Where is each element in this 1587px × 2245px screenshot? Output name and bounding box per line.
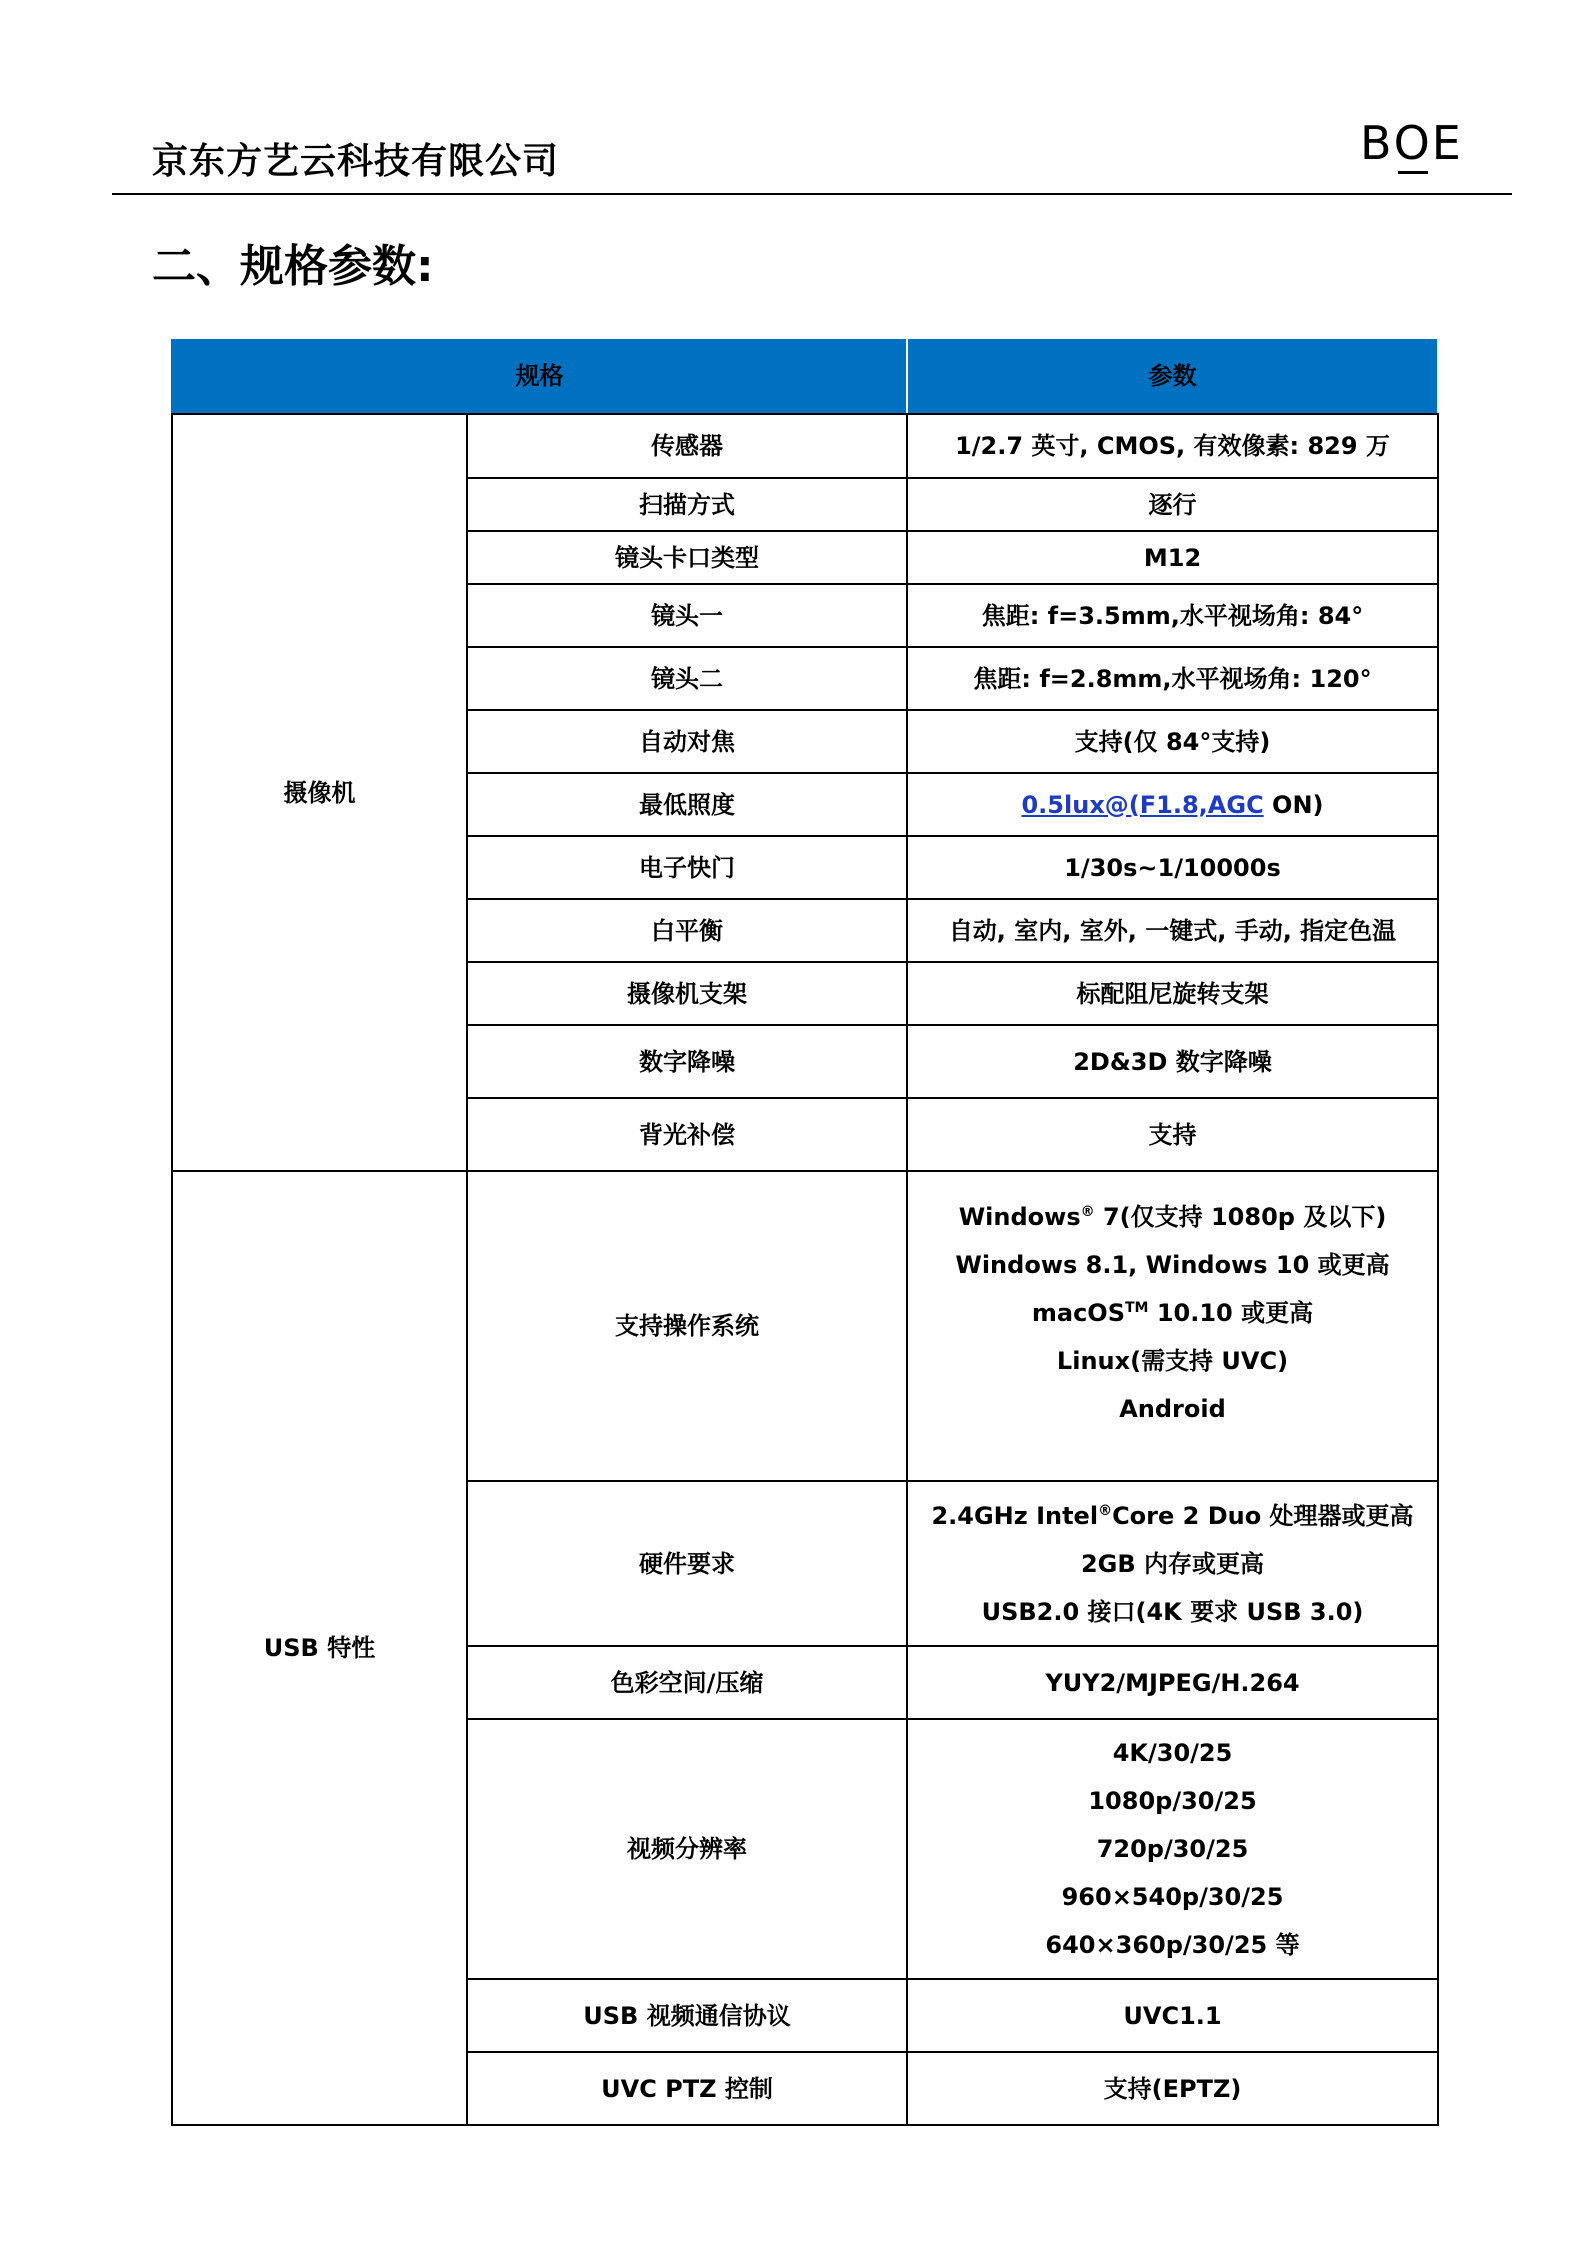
- spec-value: [907, 773, 1438, 836]
- spec-name: 电子快门: [467, 836, 907, 899]
- company-name: 京东方艺云科技有限公司: [152, 141, 560, 182]
- spec-name: 支持操作系统: [467, 1171, 907, 1481]
- header-spec: 规格: [172, 338, 907, 414]
- res-line: 720p/30/25: [1096, 1835, 1249, 1863]
- spec-name: 色彩空间/压缩: [467, 1646, 907, 1719]
- illuminance-suffix: ON): [1263, 790, 1324, 819]
- spec-name: 硬件要求: [467, 1481, 907, 1646]
- spec-value-hw: [907, 1481, 1438, 1646]
- spec-name: 镜头二: [467, 647, 907, 710]
- hw-line: 2.4GHz Intel®Core 2 Duo 处理器或更高: [931, 1501, 1414, 1530]
- spec-value-res: [907, 1719, 1438, 1979]
- spec-value: UVC1.1: [907, 1979, 1438, 2052]
- spec-name: 镜头卡口类型: [467, 531, 907, 584]
- group-label-camera: 摄像机: [172, 414, 467, 1171]
- spec-name: 数字降噪: [467, 1025, 907, 1098]
- spec-value: 支持(EPTZ): [907, 2052, 1438, 2125]
- spec-value: 焦距: f=2.8mm,水平视场角: 120°: [907, 647, 1438, 710]
- section-title: 二、规格参数:: [152, 241, 434, 292]
- res-line: 640×360p/30/25 等: [1045, 1931, 1300, 1959]
- hw-line: USB2.0 接口(4K 要求 USB 3.0): [981, 1597, 1364, 1626]
- spec-value: M12: [907, 531, 1438, 584]
- spec-value: 逐行: [907, 478, 1438, 531]
- spec-value-os: [907, 1171, 1438, 1481]
- os-line: Linux(需支持 UVC): [1056, 1347, 1289, 1375]
- spec-name: 自动对焦: [467, 710, 907, 773]
- spec-name: 视频分辨率: [467, 1719, 907, 1979]
- os-line: macOS™ 10.10 或更高: [1031, 1299, 1314, 1327]
- spec-name: 镜头一: [467, 584, 907, 647]
- spec-value: YUY2/MJPEG/H.264: [907, 1646, 1438, 1719]
- spec-name: 摄像机支架: [467, 962, 907, 1025]
- table-row: [172, 414, 1438, 478]
- spec-name: 白平衡: [467, 899, 907, 962]
- header-param: 参数: [907, 338, 1438, 414]
- boe-logo: BOE: [1360, 116, 1463, 170]
- os-line: Windows 8.1, Windows 10 或更高: [955, 1251, 1390, 1279]
- spec-name: 传感器: [467, 414, 907, 478]
- os-line: Android: [1119, 1395, 1226, 1423]
- group-label-usb: USB 特性: [172, 1171, 467, 2125]
- spec-value: 自动, 室内, 室外, 一键式, 手动, 指定色温: [907, 899, 1438, 962]
- spec-name: UVC PTZ 控制: [467, 2052, 907, 2125]
- spec-name: 背光补偿: [467, 1098, 907, 1171]
- table-row: [172, 1171, 1438, 1481]
- illuminance-link[interactable]: 0.5lux@(F1.8,AGC: [1021, 790, 1264, 819]
- hw-line: 2GB 内存或更高: [1080, 1549, 1265, 1578]
- os-line: Windows® 7(仅支持 1080p 及以下): [958, 1203, 1387, 1231]
- spec-value: 焦距: f=3.5mm,水平视场角: 84°: [907, 584, 1438, 647]
- spec-value: 1/30s~1/10000s: [907, 836, 1438, 899]
- spec-value: 2D&3D 数字降噪: [907, 1025, 1438, 1098]
- spec-name: 最低照度: [467, 773, 907, 836]
- spec-table: [171, 337, 1439, 2126]
- res-line: 1080p/30/25: [1088, 1787, 1257, 1815]
- res-line: 4K/30/25: [1112, 1739, 1233, 1767]
- spec-value: 支持: [907, 1098, 1438, 1171]
- page-header: [112, 108, 1512, 188]
- spec-name: 扫描方式: [467, 478, 907, 531]
- header-divider: [112, 193, 1512, 195]
- spec-value: 标配阻尼旋转支架: [907, 962, 1438, 1025]
- spec-name: USB 视频通信协议: [467, 1979, 907, 2052]
- spec-value: 支持(仅 84°支持): [907, 710, 1438, 773]
- table-header-row: [172, 338, 1438, 414]
- spec-value: 1/2.7 英寸, CMOS, 有效像素: 829 万: [907, 414, 1438, 478]
- res-line: 960×540p/30/25: [1061, 1883, 1284, 1911]
